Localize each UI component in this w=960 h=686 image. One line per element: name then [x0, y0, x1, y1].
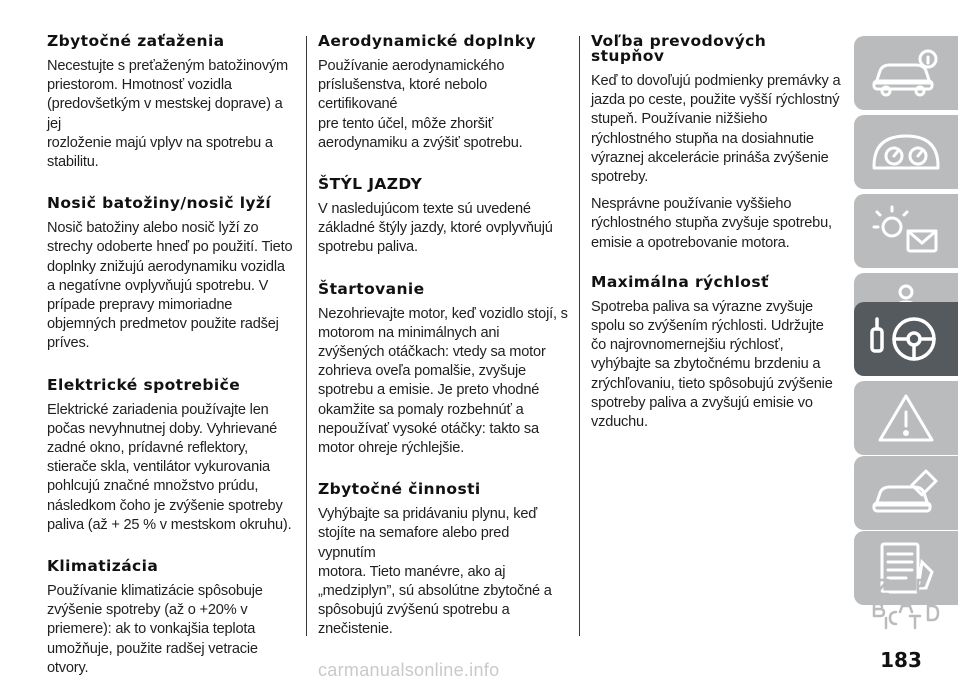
tab-warning-lights[interactable] [854, 194, 958, 268]
alphabetical-index-icon [866, 572, 946, 632]
tab-dashboard[interactable] [854, 115, 958, 189]
key-steering-wheel-icon [866, 309, 946, 369]
heading-maximum-speed: Maximálna rýchlosť [591, 272, 769, 291]
heading-unnecessary-loads: Zbytočné zaťaženia [47, 32, 225, 50]
watermark: carmanualsonline.info [318, 660, 500, 680]
car-info-icon [866, 43, 946, 103]
paragraph-starting: Nezohrievajte motor, keď vozidlo stojí, s motorom na minimálnych ani zvýšených otáčkach: vtedy sa motor zohrieva oveľa pomalšie, zvyšuje spotrebu a emisie. Je preto vhodné okamžite sa pomaly rozbehnúť a nepoužívať vysoké otáčky: takto sa motor ohreje rýchlejšie. [318, 305, 568, 457]
car-dashboard-icon [866, 122, 946, 182]
heading-starting: Štartovanie [318, 279, 425, 298]
warning-lights-message-icon [866, 201, 946, 261]
maintenance-car-icon [866, 463, 946, 523]
column-divider [306, 36, 307, 636]
paragraph-maximum-speed: Spotreba paliva sa výrazne zvyšuje spolu so zvýšením rýchlosti. Udržujte čo najrovnomernejšiu rýchlosť, vyhýbajte sa zbytočnému brzdeniu a zrýchľovaniu, tieto spôsobujú zvýšenie spotreby paliva a zvyšujú emisie vo vzduchu. [591, 298, 833, 431]
heading-roof-rack: Nosič batožiny/nosič lyží [47, 194, 272, 213]
paragraph-unnecessary-actions: Vyhýbajte sa pridávaniu plynu, keď stojíte na semafore alebo pred vypnutím motora. Tieto manévre, ako aj „medziplyn”, sú absolútne zbytočné a spôsobujú zvýšenú spotrebu a znečistenie. [318, 506, 552, 638]
paragraph-driving-style: V nasledujúcom texte sú uvedené základné štýly jazdy, ktoré ovplyvňujú spotrebu paliva. [318, 201, 553, 256]
page-number: 183 [880, 648, 922, 672]
heading-air-conditioning: Klimatizácia [47, 557, 159, 576]
heading-driving-style: ŠTÝL JAZDY [318, 175, 423, 194]
paragraph-aerodynamic-accessories: Používanie aerodynamického príslušenstva, ktoré nebolo certifikované pre tento účel, môže zhoršiť aerodynamiku a zvýšiť spotrebu. [318, 58, 523, 151]
heading-electrical-devices: Elektrické spotrebiče [47, 375, 241, 394]
paragraph-unnecessary-loads: Necestujte s preťaženým batožinovým priestorom. Hmotnosť vozidla (predovšetkým v mestskej doprave) a jej rozloženie majú vplyv na spotrebu a stabilitu. [47, 58, 289, 171]
heading-unnecessary-actions: Zbytočné činnosti [318, 480, 481, 499]
paragraph-roof-rack: Nosič batožiny alebo nosič lyží zo strechy odoberte hneď po použití. Tieto doplnky znižujú aerodynamiku vozidla a negatívne ovplyvňujú spotrebu. V prípade prepravy mimoriadne objemných predmetov použite radšej príves. [47, 220, 293, 352]
tab-car-info[interactable] [854, 36, 958, 110]
tab-index[interactable] [854, 569, 958, 635]
column-3 [591, 34, 843, 440]
column-2 [318, 34, 570, 648]
heading-aerodynamic-accessories: Aerodynamické doplnky [318, 32, 536, 50]
tab-maintenance[interactable] [854, 456, 958, 530]
paragraph-air-conditioning: Používanie klimatizácie spôsobuje zvýšenie spotreby (až o +20% v priemere): ak to vonkajšia teplota umožňuje, použite radšej vetracie otvory. [47, 583, 263, 676]
tab-emergency[interactable] [854, 381, 958, 455]
tab-starting-driving[interactable] [854, 302, 958, 376]
heading-gear-selection: Voľba prevodových stupňov [591, 32, 767, 65]
column-1 [47, 34, 295, 686]
paragraph-electrical-devices: Elektrické zariadenia používajte len počas nevyhnutnej doby. Vyhrievané zadné okno, prídavné reflektory, stierače skla, ventilátor vykurovania pohlcujú značné množstvo prúdu, následkom čoho je zvýšenie spotreby paliva (až + 25 % v mestskom okruhu). [47, 401, 292, 533]
paragraph-gear-selection-1: Keď to dovoľujú podmienky premávky a jazda po ceste, použite vyšší rýchlostný stupeň. Používanie nižšieho rýchlostného stupňa na dosiahnutie výraznej akcelerácie prináša zvýšenie spotreby. [591, 73, 841, 186]
paragraph-gear-selection-2: Nesprávne používanie vyššieho rýchlostného stupňa zvyšuje spotrebu, emisie a opotrebovanie motora. [591, 196, 832, 251]
emergency-warning-icon [866, 388, 946, 448]
column-divider [579, 36, 580, 636]
